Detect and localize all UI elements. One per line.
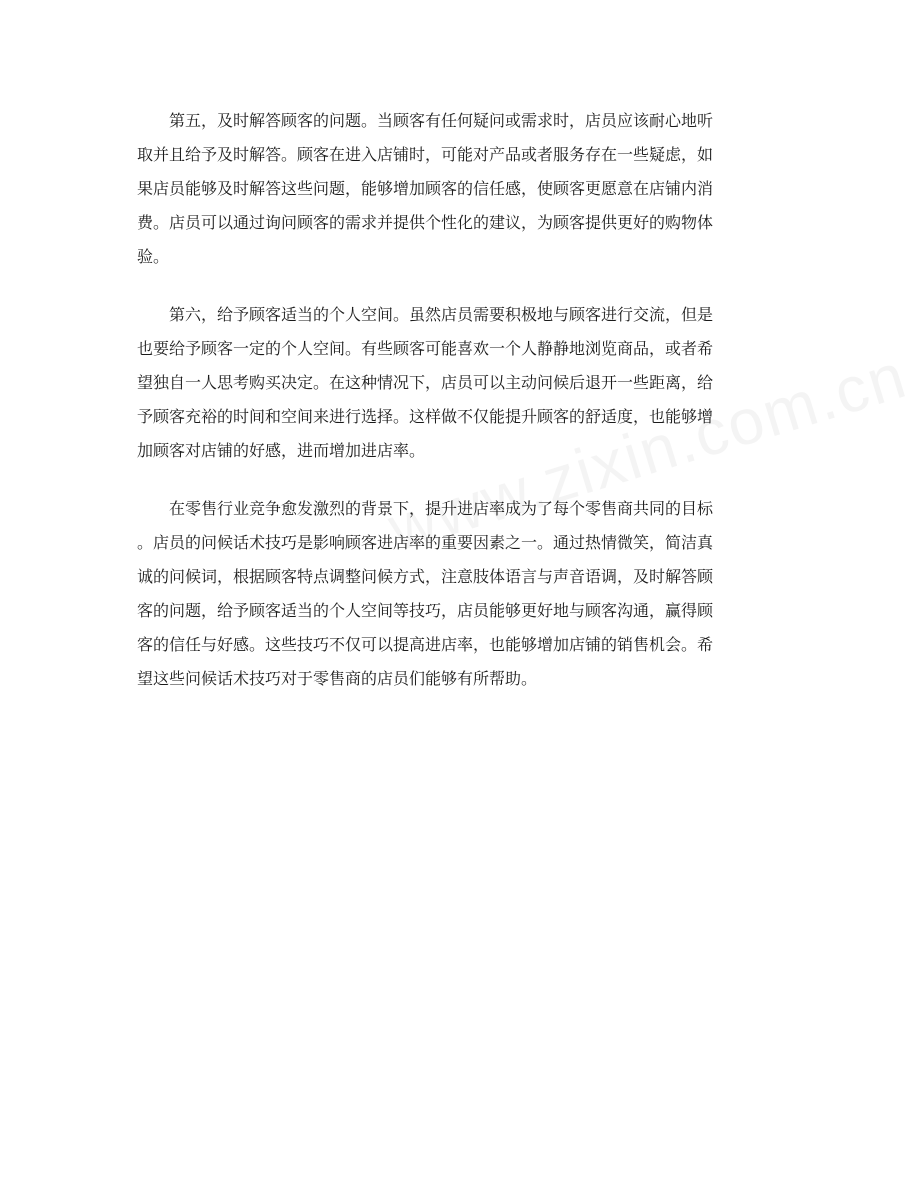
paragraph [137,492,785,696]
text-line: 费。店员可以通过询问顾客的需求并提供个性化的建议，为顾客提供更好的购物体 [137,213,714,232]
text-line: 第六，给予顾客适当的个人空间。虽然店员需要积极地与顾客进行交流，但是 [169,305,714,324]
text-line: 验。 [137,247,170,266]
text-line: 加顾客对店铺的好感，进而增加进店率。 [137,441,426,460]
text-line: 取并且给予及时解答。顾客在进入店铺时，可能对产品或者服务存在一些疑虑，如 [137,145,714,164]
text-line: 果店员能够及时解答这些问题，能够增加顾客的信任感，使顾客更愿意在店铺内消 [137,179,714,198]
text-line: 客的信任与好感。这些技巧不仅可以提高进店率，也能够增加店铺的销售机会。希 [137,635,714,654]
text-line: 客的问题，给予顾客适当的个人空间等技巧，店员能够更好地与顾客沟通，赢得顾 [137,601,714,620]
text-line: 予顾客充裕的时间和空间来进行选择。这样做不仅能提升顾客的舒适度，也能够增 [137,407,714,426]
text-line: 。店员的问候话术技巧是影响顾客进店率的重要因素之一。通过热情微笑，简洁真 [137,533,714,552]
paragraph [137,104,785,274]
text-line: 第五，及时解答顾客的问题。当顾客有任何疑问或需求时，店员应该耐心地听 [169,111,714,130]
text-line: 也要给予顾客一定的个人空间。有些顾客可能喜欢一个人静静地浏览商品，或者希 [137,339,714,358]
text-line: 诚的问候词，根据顾客特点调整问候方式，注意肢体语言与声音语调，及时解答顾 [137,567,714,586]
document-body [137,104,785,720]
text-line: 望这些问候话术技巧对于零售商的店员们能够有所帮助。 [137,669,538,688]
paragraph [137,298,785,468]
text-line: 望独自一人思考购买决定。在这种情况下，店员可以主动问候后退开一些距离，给 [137,373,714,392]
text-line: 在零售行业竞争愈发激烈的背景下，提升进店率成为了每个零售商共同的目标 [169,499,714,518]
